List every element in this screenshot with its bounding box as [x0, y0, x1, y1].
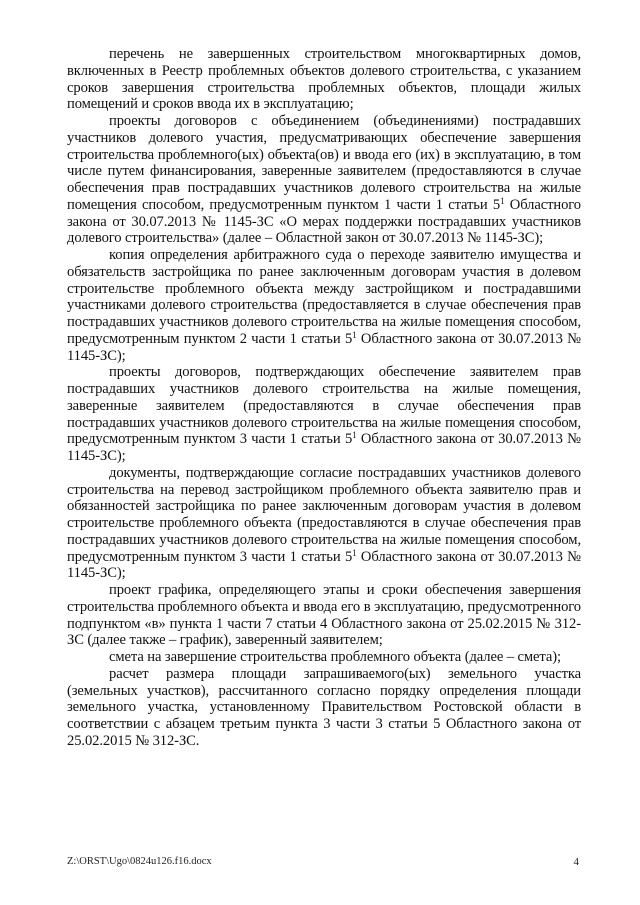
page-number: 4	[573, 856, 579, 868]
paragraph: документы, подтверждающие согласие пострадавших участников долевого строительства на перевод застройщиком проблемного объекта заявителю прав и обязанностей застройщика по ранее заключенным договорам участия в долевом строительстве проблемного объекта (предоставляются в случае обеспечения прав пострадавших участников долевого строительства на жилые помещения способом, предусмотренным пунктом 3 части 1 статьи $5^1$ Областного закона от 30.07.2013 № 1145-ЗС);	[67, 464, 581, 582]
superscript: 1	[352, 547, 357, 558]
paragraph: расчет размера площади запрашиваемого(ых) земельного участка (земельных участков), рассчитанного согласно порядку определения площади земельного участка, установленному Правительством Ростовской области в соответствии с абзацем третьим пункта 3 части 3 статьи 5 Областного закона от 25.02.2015 № 312-ЗС.	[67, 665, 581, 749]
paragraph: смета на завершение строительства проблемного объекта (далее – смета);	[109, 649, 561, 665]
superscript: 1	[352, 329, 357, 340]
paragraph: проект графика, определяющего этапы и сроки обеспечения завершения строительства проблемного объекта и ввода его в эксплуатацию, предусмотренного подпунктом «в» пункта 1 части 7 статьи 4 Областного закона от 25.02.2015 № 312-ЗС (далее также – график), заверенный заявителем;	[67, 582, 581, 649]
superscript: 1	[352, 430, 357, 441]
paragraph: копия определения арбитражного суда о переходе заявителю имущества и обязательств застройщика по ранее заключенным договорам участия в долевом строительстве проблемного объекта между застройщиком и пострадавшими участниками долевого строительства (предоставляется в случае обеспечения прав пострадавших участников долевого строительства на жилые помещения способом, предусмотренным пунктом 2 части 1 статьи $5^1$ Областного закона от 30.07.2013 № 1145-ЗС);	[67, 247, 581, 364]
paragraph: проекты договоров с объединением (объединениями) пострадавших участников долевого участия, предусматривающих обеспечение завершения строительства проблемного(ых) объекта(ов) и ввода его (их) в эксплуатацию, в том числе путем финансирования, заверенные заявителем (предоставляются в случае обеспечения прав пострадавших участников долевого строительства на жилые помещения способом, предусмотренным пунктом 1 части 1 статьи $5^1$ Областного закона от 30.07.2013 № 1145-ЗС «О мерах поддержки пострадавших участников долевого строительства» (далее – Областной закон от 30.07.2013 № 1145-ЗС);	[67, 113, 581, 247]
document-body	[67, 46, 581, 750]
paragraph: проекты договоров, подтверждающих обеспечение заявителем прав пострадавших участников долевого строительства на жилые помещения, заверенные заявителем (предоставляются в случае обеспечения прав пострадавших участников долевого строительства на жилые помещения способом, предусмотренным пунктом 3 части 1 статьи $5^1$ Областного закона от 30.07.2013 № 1145-ЗС);	[67, 364, 581, 464]
superscript: 1	[500, 195, 505, 206]
footer-file-path: Z:\ORST\Ugo\0824u126.f16.docx	[67, 856, 212, 867]
paragraph: перечень не завершенных строительством многоквартирных домов, включенных в Реестр проблемных объектов долевого строительства, с указанием сроков завершения строительства проблемных объектов, площади жилых помещений и сроков ввода их в эксплуатацию;	[67, 46, 581, 113]
